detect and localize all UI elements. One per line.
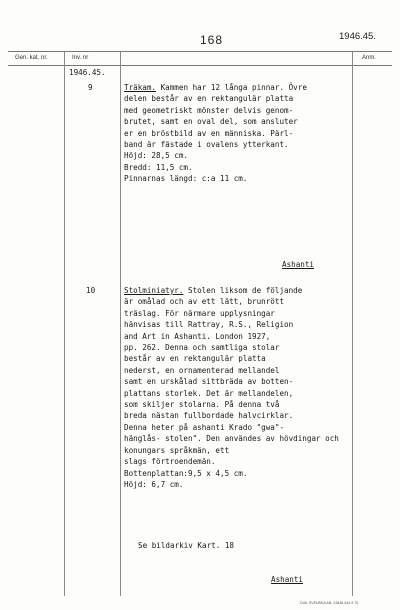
entry-9-description (124, 82, 307, 185)
entry-10-description (124, 285, 350, 490)
entry-9-inv-year: 1946.45. (69, 68, 106, 77)
entry-10-line: Denna heter på ashanti Krado "gwa"- (124, 422, 285, 432)
entry-10-line: and Art in Ashanti. London 1927, (124, 331, 271, 341)
entry-10-line: är omålad och av ett lätt, brunrött (124, 297, 285, 307)
entry-10-archive-ref: Se bildarkiv Kart. 18 (138, 541, 235, 550)
entry-9-pin-length: Pinnarnas längd: c:a 11 cm. (124, 174, 248, 184)
year-label: 1946.45. (339, 31, 376, 42)
entry-9-line: er en bröstbild av en människa. Pärl- (124, 128, 294, 138)
column-rule-inv (120, 51, 121, 596)
column-header-anm: Anm. (362, 55, 377, 61)
entry-10-line: hänglås- stolen". Den användes av hövdingar och konungars språkmän, ett (124, 434, 339, 455)
entry-10-origin: Ashanti (271, 575, 304, 584)
entry-10-line: träslag. För närmare upplysningar (124, 308, 275, 318)
entry-10-line: hänvisas till Rattray, R.S., Religion (124, 320, 294, 330)
page-number: 168 (200, 33, 224, 47)
column-header-inv-nr: Inv. nr (72, 55, 89, 61)
entry-9-inv-number: 9 (88, 83, 93, 92)
entry-10-line: nederst, en ornamenterad mellandel (124, 365, 280, 375)
entry-9-line: brutet, samt en oval del, som ansluter (124, 117, 298, 127)
entry-10-line: som skiljer stolarna. På denna två (124, 400, 280, 410)
entry-10-inv-number: 10 (86, 286, 96, 295)
entry-10-line: slags förtroendemän. (124, 457, 216, 467)
entry-9-origin: Ashanti (282, 260, 315, 269)
header-top-rule (8, 51, 392, 52)
entry-10-line: består av en rektangulär platta (124, 354, 266, 364)
entry-9-line: med geometriskt mönster delvis genom- (124, 105, 294, 115)
entry-9-line: Träkam. Kammen har 12 långa pinnar. Övre (124, 83, 307, 92)
entry-10-height: Höjd: 6,7 cm. (124, 479, 184, 489)
entry-10-label: Stolminiatyr. (124, 286, 184, 295)
printer-footer: DIAL SVENSKA AB. 24848 444 9 75 (300, 601, 359, 605)
entry-10-line: samt en urskålad sittbräda av botten- (124, 377, 294, 387)
entry-9-height: Höjd: 28,5 cm. (124, 151, 189, 161)
entry-10-line: pp. 262. Denna och samtliga stolar (124, 343, 280, 353)
column-rule-anm (352, 51, 353, 596)
entry-10-line: plattans storlek. Det är mellandelen, (124, 388, 294, 398)
entry-10-line: breda nästan fullbordade halvcirklar. (124, 411, 294, 421)
header-bottom-rule (8, 65, 392, 66)
entry-10-line: Stolminiatyr. Stolen liksom de följande (124, 286, 303, 295)
entry-9-label: Träkam. (124, 83, 157, 92)
entry-9-line: band är fästade i ovalens ytterkant. (124, 140, 289, 150)
entry-9-line: delen består av en rektangulär platta (124, 94, 294, 104)
column-header-gen-kat: Gen. kat. nr. (15, 55, 48, 61)
entry-10-base-size: Bottenplattan:9,5 x 4,5 cm. (124, 468, 248, 478)
entry-9-width: Bredd: 11,5 cm. (124, 162, 193, 172)
column-rule-gen (64, 51, 65, 596)
